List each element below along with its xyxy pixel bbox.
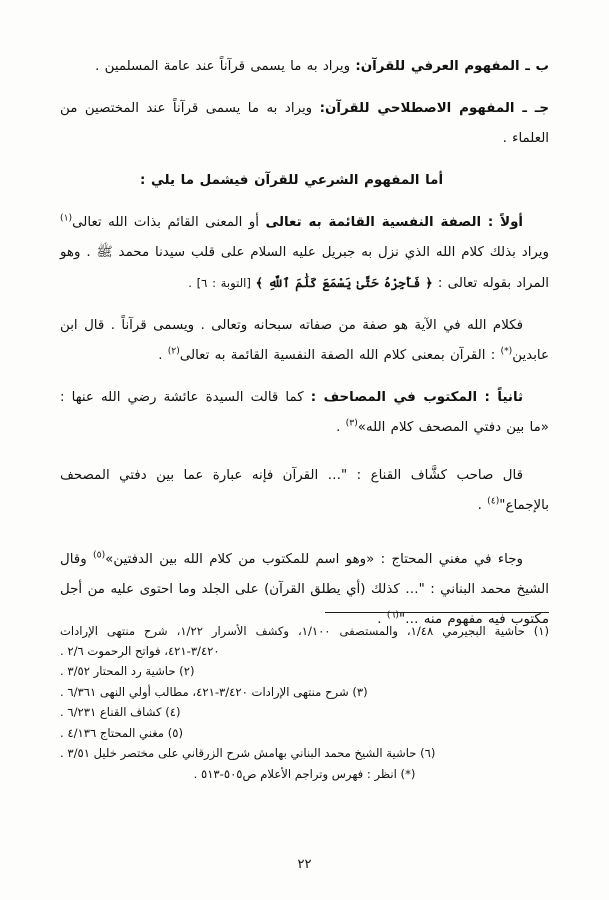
first-point-lead: أولاً : الصفة النفسية القائمة به تعالى (265, 215, 523, 230)
first-point-line2: ويراد بذلك كلام الله الذي نزل به جبريل عليه السلام على قلب سيدنا محمد ﷺ . (86, 245, 549, 260)
second-point-lead: ثانياً : المكتوب في المصاحف : (310, 390, 523, 405)
paragraph-istilahi-label: جـ ـ المفهوم الاصطلاحي للقرآن: (319, 101, 550, 116)
quran-verse-tawbah-6: ﴿ فَأَجِرْهُ حَتَّىٰ يَسْمَعَ كَلَٰمَ ٱللَّهِ ﴾ (255, 275, 433, 290)
spacer (60, 301, 549, 311)
footnote-separator-rule (325, 612, 549, 613)
page-number: ٢٢ (297, 857, 312, 872)
footnote-number-6: (٦) (420, 746, 436, 760)
spacer (60, 523, 549, 545)
ibn-abidin-name: ابن عابدين (60, 318, 549, 363)
footnote-number-1: (١) (533, 624, 550, 638)
bannani-line2: وقال الشيخ محمد البناني : "… كذلك (أي يطلق القرآن) على الجلد وما احتوى (60, 552, 549, 597)
second-point-line2: بين دفتي المصحف كلام الله» (357, 420, 525, 435)
kashshaf-line1-b: القرآن فإنه عبارة عما بين دفتي المصحف (60, 468, 328, 483)
second-point-end: . (336, 420, 346, 435)
paragraph-shari-intro-text: أما المفهوم الشرعي للقرآن فيشمل ما يلي : (139, 173, 444, 188)
footnote-number-4: (٤) (165, 705, 181, 719)
footnote-list (60, 622, 549, 785)
paragraph-istilahi-definition (60, 94, 549, 154)
footnote-text-star: انظر : فهرس وتراجم الأعلام ص٥٠٥-٥١٣ . (193, 766, 397, 781)
kashshaf-line1-a: قال صاحب كشَّاف القناع : "… (327, 468, 523, 483)
footnote-item-3 (60, 683, 549, 703)
paragraph-first-point (60, 208, 549, 299)
footnote-item-1 (60, 622, 549, 661)
quran-verse-reference: [التوبة : ٦] . (188, 276, 256, 290)
paragraph-second-point (60, 383, 549, 443)
paragraph-istilahi-text: ويراد به ما يسمى قرآناً عند المختصين من العلماء . (60, 101, 549, 146)
footnote-text-5: مغني المحتاج ٤/١٣٦ . (60, 725, 164, 740)
footnote-text-6: حاشية الشيخ محمد البناني بهامش شرح الزرقاني على مختصر خليل ٣/٥١ . (60, 746, 417, 760)
bannani-end: . (377, 612, 387, 627)
second-point-rest: كما قالت السيدة عائشة رضي الله عنها : «ما (60, 390, 549, 435)
footnote-ref-3[interactable]: (٣) (345, 417, 358, 429)
paragraph-shari-intro (60, 166, 549, 196)
spacer (60, 445, 549, 461)
footnote-text-1: حاشية البجيرمي ١/٤٨، والمستصفى ١/١٠٠، وكشف الأسرار ١/٢٢، شرح منتهى الإرادات ٣/٤٢٠-٤٢١، فواتح الرحموت ٢/٦ . (60, 624, 525, 658)
spacer (60, 373, 549, 383)
footnote-text-2: حاشية رد المحتار ٣/٥٢ . (60, 664, 176, 678)
ibn-abidin-quote: : القرآن بمعنى كلام الله الصفة النفسية القائمة به تعالى (179, 348, 501, 363)
kashshaf-line2: بالإجماع" (499, 498, 549, 513)
spacer (60, 84, 549, 94)
footnote-number-3: (٣) (352, 684, 368, 699)
paragraph-urfi-label: ب ـ المفهوم العرفي للقرآن: (355, 59, 549, 74)
footnote-item-4 (60, 703, 549, 723)
kashshaf-end: . (477, 498, 488, 513)
footnote-number-2: (٢) (179, 664, 195, 678)
first-point-line3-prefix: وهو المراد بقوله تعالى : (60, 245, 549, 291)
footnote-item-2 (60, 662, 549, 682)
mughni-line1: وجاء في مغني المحتاج : «وهو اسم للمكتوب من كلام الله بين الدفتين» (105, 552, 523, 567)
footnote-text-3: شرح منتهى الإرادات ٣/٤٢٠-٤٢١، مطالب أولي النهى ٦/٣٦١ . (60, 684, 349, 699)
footnote-number-star: (*) (400, 766, 416, 781)
kalam-allah-end: . (158, 348, 168, 363)
footnote-ref-5[interactable]: (٥) (93, 549, 106, 561)
bannani-line3: عليه من أجل مكتوب فيه مفهوم منه …" (60, 582, 549, 627)
paragraph-urfi-definition (60, 52, 549, 82)
footnote-ref-star[interactable]: (*) (500, 345, 513, 357)
kalam-allah-line1: فكلام الله في الآية هو صفة من صفاته سبحانه وتعالى . ويسمى قرآناً . قال (84, 318, 523, 333)
first-point-rest: أو المعنى القائم بذات الله تعالى (72, 215, 266, 230)
footnote-item-6 (60, 744, 549, 764)
spacer (60, 156, 549, 166)
page-body (60, 52, 549, 637)
spacer (60, 198, 549, 208)
footnote-item-5 (60, 724, 549, 744)
footnote-number-5: (٥) (167, 725, 183, 740)
paragraph-urfi-text: ويراد به ما يسمى قرآناً عند عامة المسلمين . (95, 59, 356, 74)
paragraph-kashshaf-quote (60, 461, 549, 521)
footnote-ref-1[interactable]: (١) (60, 212, 73, 224)
footnote-item-star (60, 765, 549, 785)
paragraph-kalam-allah (60, 311, 549, 371)
footnote-ref-4[interactable]: (٤) (487, 495, 500, 507)
footnote-ref-6[interactable]: (٦) (386, 609, 399, 621)
footnote-ref-2[interactable]: (٢) (167, 345, 180, 357)
footnote-text-4: كشاف القناع ٦/٢٣١ . (60, 705, 162, 719)
